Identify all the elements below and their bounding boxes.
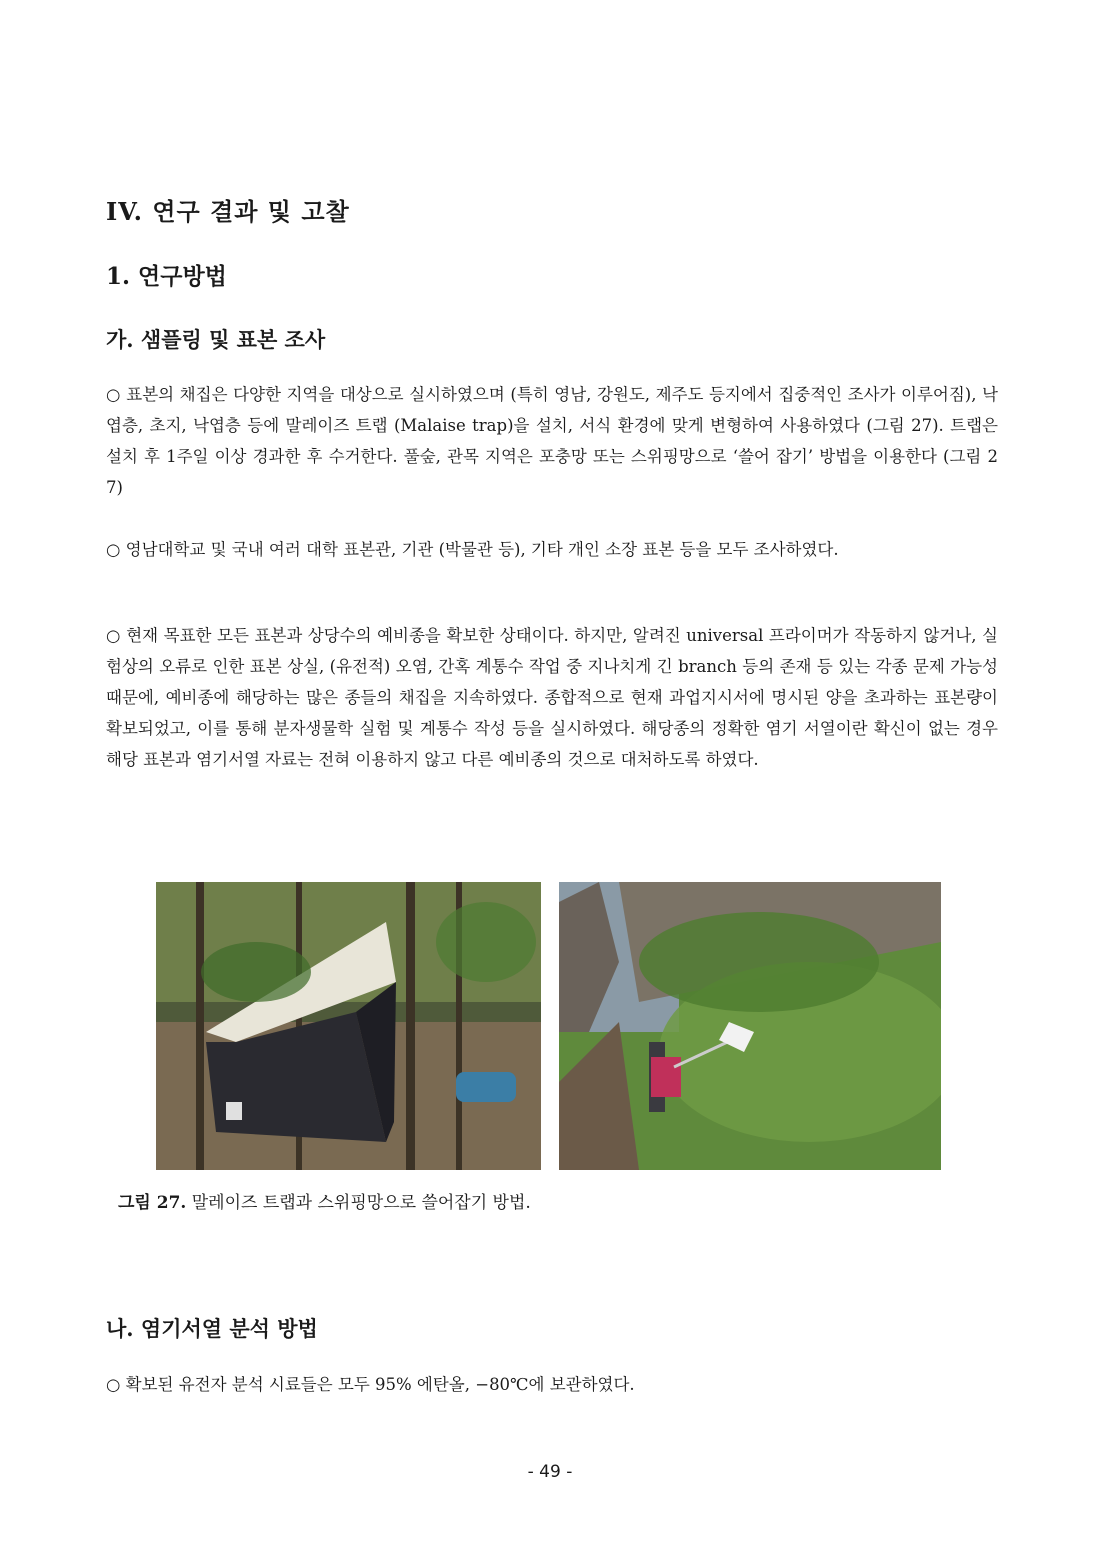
subsubsection-title-a: 가. 샘플링 및 표본 조사 <box>106 327 326 352</box>
page-number: - 49 - <box>527 1462 573 1482</box>
figure-label: 그림 27. <box>118 1193 187 1213</box>
malaise-trap-photo <box>156 882 541 1170</box>
sweeping-net-photo <box>559 882 941 1170</box>
paragraph-sampling: ○ 표본의 채집은 다양한 지역을 대상으로 실시하였으며 (특히 영남, 강원도, 제주도 등지에서 집중적인 조사가 이루어짐), 낙엽층, 초지, 낙엽층 등에 말레이즈 트랩 (Malaise trap)을 설치, 서식 환경에 맞게 변형하여 사용하였다 (그림 27). 트랩은 설치 후 1주일 이상 경과한 후 수거한다. 풀숲, 관목 지역은 포충망 또는 스위핑망으로 ‘쓸어 잡기’ 방법을 이용한다 (그림 27) <box>106 385 998 497</box>
subsection-title: 1. 연구방법 <box>106 263 227 290</box>
figure-caption-text: 말레이즈 트랩과 스위핑망으로 쓸어잡기 방법. <box>186 1193 531 1213</box>
section-title: IV. 연구 결과 및 고찰 <box>106 197 350 226</box>
subsubsection-title-b: 나. 염기서열 분석 방법 <box>106 1316 318 1341</box>
paragraph-collections: ○ 영남대학교 및 국내 여러 대학 표본관, 기관 (박물관 등), 기타 개인 소장 표본 등을 모두 조사하였다. <box>106 540 839 559</box>
paragraph-sequence-analysis: ○ 확보된 유전자 분석 시료들은 모두 95% 에탄올, −80℃에 보관하였다. <box>106 1375 635 1394</box>
paragraph-status: ○ 현재 목표한 모든 표본과 상당수의 예비종을 확보한 상태이다. 하지만, 알려진 universal 프라이머가 작동하지 않거나, 실험상의 오류로 인한 표본 상실, (유전적) 오염, 간혹 계통수 작업 중 지나치게 긴 branch 등의 존재 등 있는 각종 문제 가능성 때문에, 예비종에 해당하는 많은 종들의 채집을 지속하였다. 종합적으로 현재 과업지시서에 명시된 양을 초과하는 표본량이 확보되었고, 이를 통해 분자생물학 실험 및 계통수 작성 등을 실시하였다. 해당종의 정확한 염기 서열이란 확신이 없는 경우 해당 표본과 염기서열 자료는 전혀 이용하지 않고 다른 예비종의 것으로 대처하도록 하였다. <box>106 626 998 769</box>
figure-caption <box>118 1188 531 1213</box>
